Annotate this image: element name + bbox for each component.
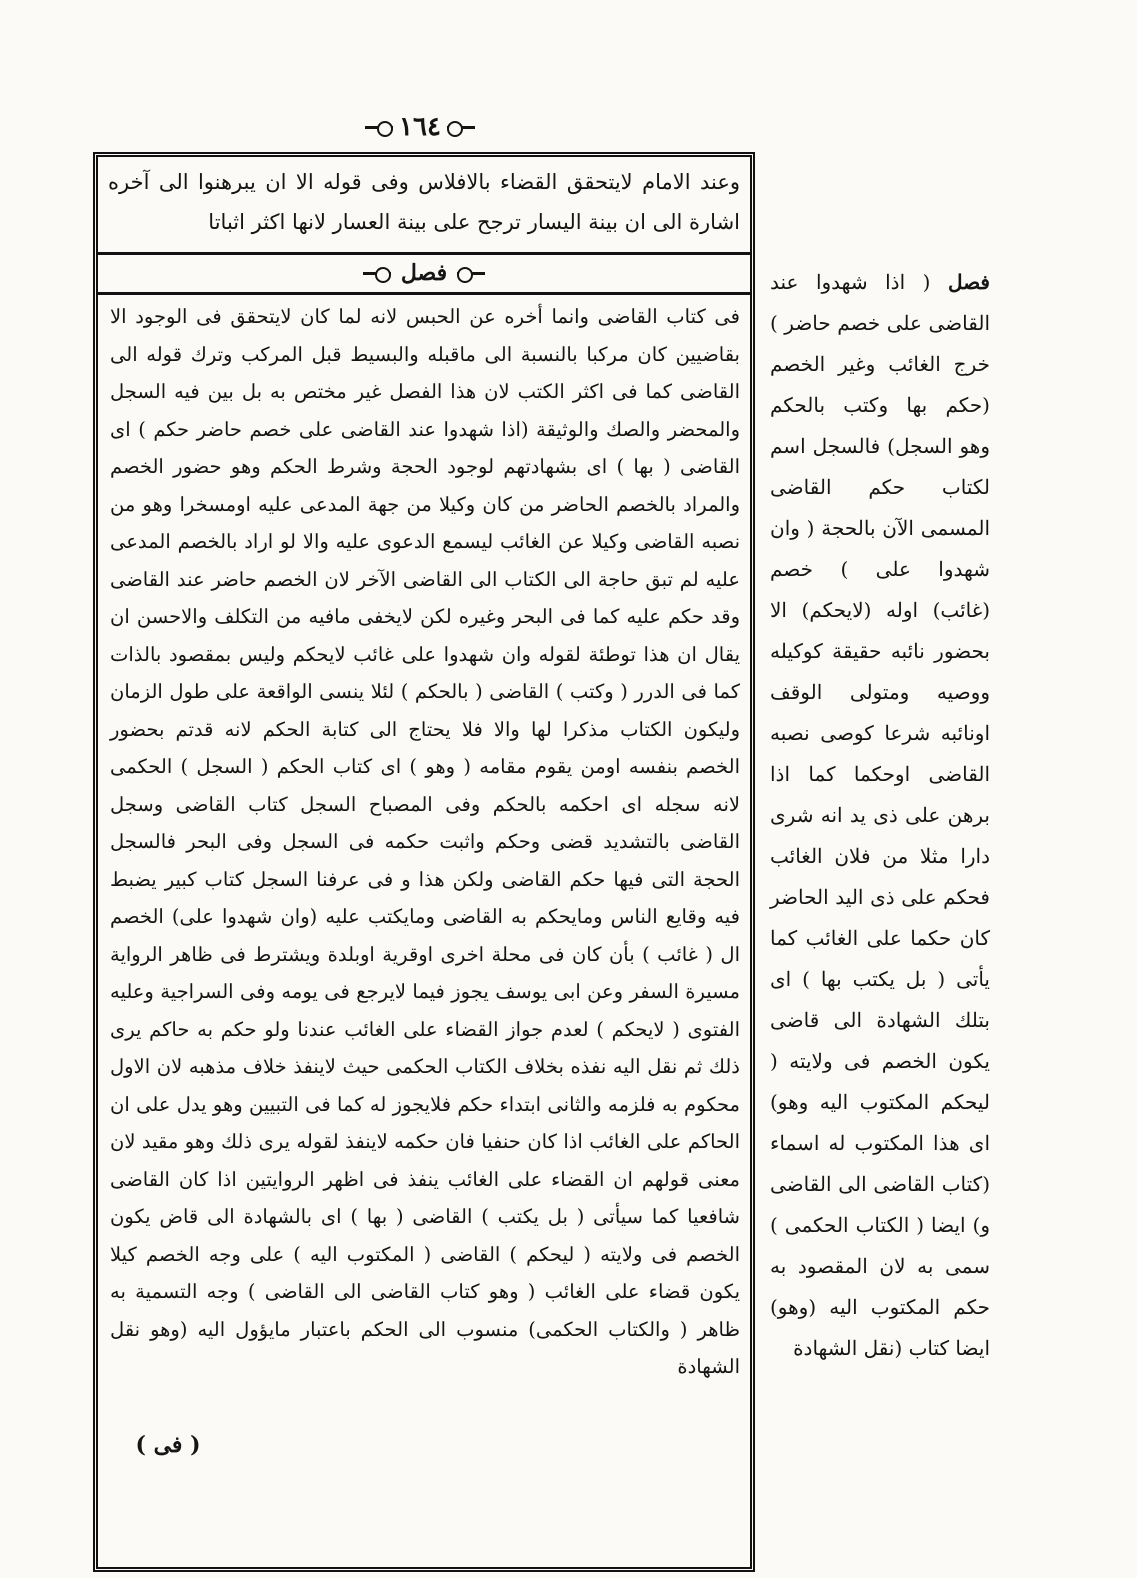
page-number: ١٦٤ <box>399 112 441 142</box>
ornament-left-icon <box>363 266 391 280</box>
top-paragraph: وعند الامام لايتحقق القضاء بالافلاس وفى قوله الا ان يبرهنوا الى آخره اشارة الى ان بينة اليسار ترجح على بينة العسار لانها اكثر اثباتا <box>108 170 740 234</box>
catchword: ( فى ) <box>135 1432 201 1458</box>
commentary-body <box>110 298 740 1568</box>
ornament-left-icon <box>365 120 393 134</box>
matn-side-column <box>770 262 990 1360</box>
commentary-paragraph: فى كتاب القاضى وانما أخره عن الحبس لانه لما كان لايتحقق فى الوجود الا بقاضيين كان مركبا بالنسبة الى ماقبله والبسيط قبل المركب وترك قوله الى القاضى كما فى اكثر الكتب لان هذا الفصل غير مختص به بل بين فيه السجل والمحضر والصك والوثيقة (اذا شهدوا عند القاضى على خصم حاضر حكم ) اى القاضى ( بها ) اى بشهادتهم لوجود الحجة وشرط الحكم وهو حضور الخصم والمراد بالخصم الحاضر من كان وكيلا من جهة المدعى عليه اومسخرا وهو من نصبه القاضى وكيلا عن الغائب ليسمع الدعوى عليه والا لو اراد بالخصم المدعى عليه لم تبق حاجة الى الكتاب الى القاضى الآخر لان الخصم حاضر عند القاضى وقد حكم عليه كما فى البحر وغيره لكن لايخفى مافيه من التكلف والاحسن ان يقال ان هذا توطئة لقوله وان شهدوا على غائب لايحكم وليس بمقصود بالذات كما فى الدرر ( وكتب ) القاضى ( بالحكم ) لئلا ينسى الواقعة على طول الزمان وليكون الكتاب مذكرا لها والا فلا يحتاج الى كتابة الحكم لانه قدتم بحضور الخصم بنفسه اومن يقوم مقامه ( وهو ) اى كتاب الحكم ( السجل ) الحكمى لانه سجله اى احكمه بالحكم وفى المصباح السجل كتاب القاضى وسجل القاضى بالتشديد قضى وحكم واثبت حكمه فى السجل وفى البحر فالسجل الحجة التى فيها حكم القاضى ولكن هذا و فى عرفنا السجل كتاب كبير يضبط فيه وقايع الناس ومايحكم به القاضى ومايكتب عليه (وان شهدوا على) الخصم ال ( غائب ) بأن كان فى محلة اخرى اوقرية اوبلدة ويشترط فى ظاهر الرواية مسيرة السفر وعن ابى يوسف يجوز فيما لايرجع فى يومه وفى السراجية وعليه الفتوى ( لايحكم ) لعدم جواز القضاء على الغائب عندنا ولو حكم به حاكم يرى ذلك ثم نقل اليه نفذه بخلاف الكتاب الحكمى حيث لاينفذ خلاف مذهبه لان الاول محكوم به فلزمه والثانى ابتداء حكم فلايجوز له كما فى التبيين وهو يدل على ان الحاكم على الغائب اذا كان حنفيا فان حكمه لاينفذ لقوله يرى ذلك وهو مقيد لان معنى قولهم ان القضاء على الغائب ينفذ فى اظهر الروايتين اذا كان القاضى شافعيا كما سيأتى ( بل يكتب ) القاضى ( بها ) اى بالشهادة الى قاض يكون الخصم فى ولايته ( ليحكم ) القاضى ( المكتوب اليه ) على وجه الخصم كيلا يكون قضاء على الغائب ( وهو كتاب القاضى الى القاضى ) وجه التسمية به ظاهر ( والكتاب الحكمى) منسوب الى الحكم باعتبار مايؤول اليه (وهو نقل الشهادة <box>110 305 740 1378</box>
divider-line <box>98 252 750 255</box>
side-text: ( اذا شهدوا عند القاضى على خصم حاضر ) خرج الغائب وغير الخصم (حكم بها وكتب بالحكم وهو السجل) فالسجل اسم لكتاب حكم القاضى المسمى الآن بالحجة ( وان شهدوا على ) خصم (غائب) اوله (لايحكم) الا بحضور نائبه حقيقة كوكيله ووصيه ومتولى الوقف اونائبه شرعا كوصى نصبه القاضى اوحكما كما اذا برهن على ذى يد انه شرى دارا مثلا من فلان الغائب فحكم على ذى اليد الحاضر كان حكما على الغائب كما يأتى ( بل يكتب بها ) اى بتلك الشهادة الى قاضى يكون الخصم فى ولايته ( ليحكم المكتوب اليه وهو) اى هذا المكتوب له اسماء (كتاب القاضى الى القاضى و) ايضا ( الكتاب الحكمى ) سمى به لان المقصود به حكم المكتوب اليه (وهو) ايضا كتاب (نقل الشهادة <box>770 270 990 1360</box>
section-heading <box>98 256 750 290</box>
ornament-right-icon <box>447 120 475 134</box>
section-title: فصل <box>400 260 448 286</box>
divider-line <box>98 292 750 295</box>
side-lead-word: فصل <box>947 270 990 294</box>
ornament-right-icon <box>457 266 485 280</box>
page-number-header <box>340 110 500 144</box>
